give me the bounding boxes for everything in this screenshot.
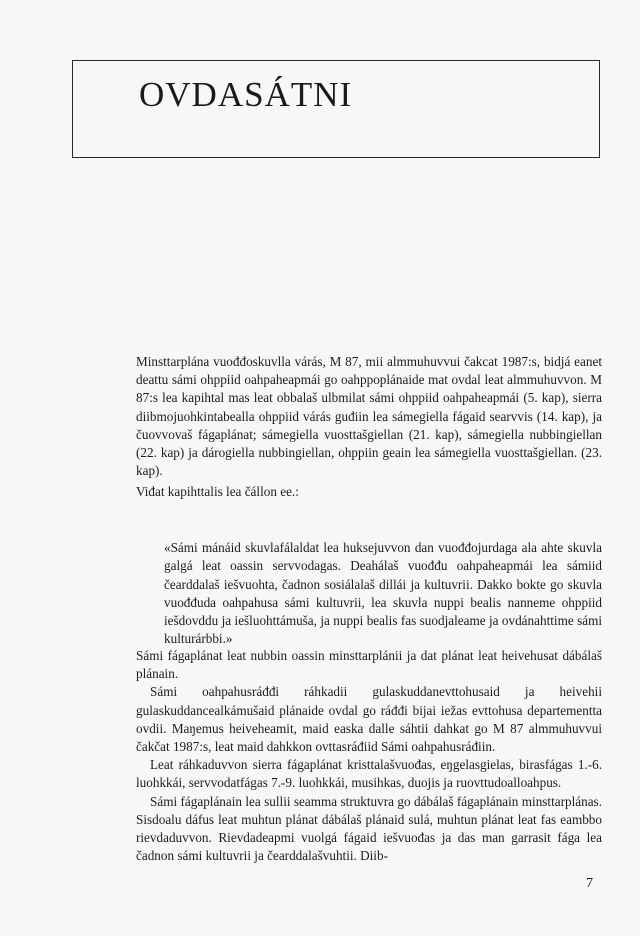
paragraph-intro: Minsttarplána vuođđoskuvlla várás, M 87, mii almmuhuvvui čakcat 1987:s, bidjá eanet deattu sámi ohppiid oahpaheapmái go oahppoplánaide mat ovdal leat almmuhuvvon. M 87:s lea kapihtal mas leat obbalaš ulbmilat sámi ohppiid oahpaheapmái (5. kap), sierra diibmojuohkintabealla ohppiid várás guđiin lea sámegiella fágaid searvvis (14. kap), ja čuovvovaš fágaplánat; sámegiella vuosttašgiellan (21. kap), sámegiella nubbingiellan (22. kap) ja dárogiella nubbingiellan, ohppiin geain lea sámegiella vuosttašgiellan. (23. kap). bbox=[136, 354, 602, 479]
page-title: OVDASÁTNI bbox=[139, 75, 353, 114]
lead-section bbox=[136, 483, 602, 501]
title-box bbox=[72, 60, 600, 158]
paragraph-council: Sámi oahpahusráđđi ráhkadii gulaskuddanevttohusaid ja heivehii gulaskuddancealkámušaid plánaide ovdal go ráđđi bijai iežas evttohusa departementta ovdii. Maŋemus heiveheamit, maid easka dalle sáhtii dahkat go M 87 almmuhuvvui čakčat 1987:s, leat maid dahkkon ovttasráđiid Sámi oahpahusráđiin. bbox=[136, 684, 602, 755]
paragraph-quote-lead: Viđat kapihttalis lea čállon ee.: bbox=[136, 484, 299, 499]
paragraph-plans: Sámi fágaplánat leat nubbin oassin minsttarplánii ja dat plánat leat heivehusat dábálaš plánain. bbox=[136, 648, 602, 682]
quote-text: «Sámi mánáid skuvlafálaldat lea huksejuvvon dan vuođđojurdaga ala ahte skuvla galgá leat oassin servvodagas. Deahálaš vuođđu oahpaheapmái lea sámiid čearddalaš iešvuohta, čadnon sosiálalaš dillái ja kultuvrii. Dakko bokte go skuvla vuođđuda oahpahusa sámi kultuvrii, lea skuvla nuppi bealis nanneme ohppiid iešdovddu ja iešluohttámuša, ja nuppi bealis fas suodjaleame ja ovdánahttime sámi kulturárbbi.» bbox=[164, 540, 602, 647]
block-quote bbox=[164, 526, 602, 662]
main-section bbox=[136, 647, 602, 865]
intro-section bbox=[136, 353, 602, 480]
page-number: 7 bbox=[586, 876, 593, 891]
paragraph-subjects: Leat ráhkaduvvon sierra fágaplánat kristtalašvuođas, eŋgelasgielas, birasfágas 1.-6. luohkkái, servvodatfágas 7.-9. luohkkái, musihkas, duojis ja ruovttudoalloahpus. bbox=[136, 757, 602, 791]
paragraph-structure: Sámi fágaplánain lea sullii seamma struktuvra go dábálaš fágaplánain minsttarplánas. Sisdoalu dáfus leat muhtun plánat dábálaš plánaid sulá, muhtun plánat leat fas eambbo rievdaduvvon. Rievdadeapmi vuolgá fágaid iešvuođas ja das man garrasit fága lea čadnon sámi kultuvrii ja čearddalašvuhtii. Diib- bbox=[136, 793, 602, 864]
